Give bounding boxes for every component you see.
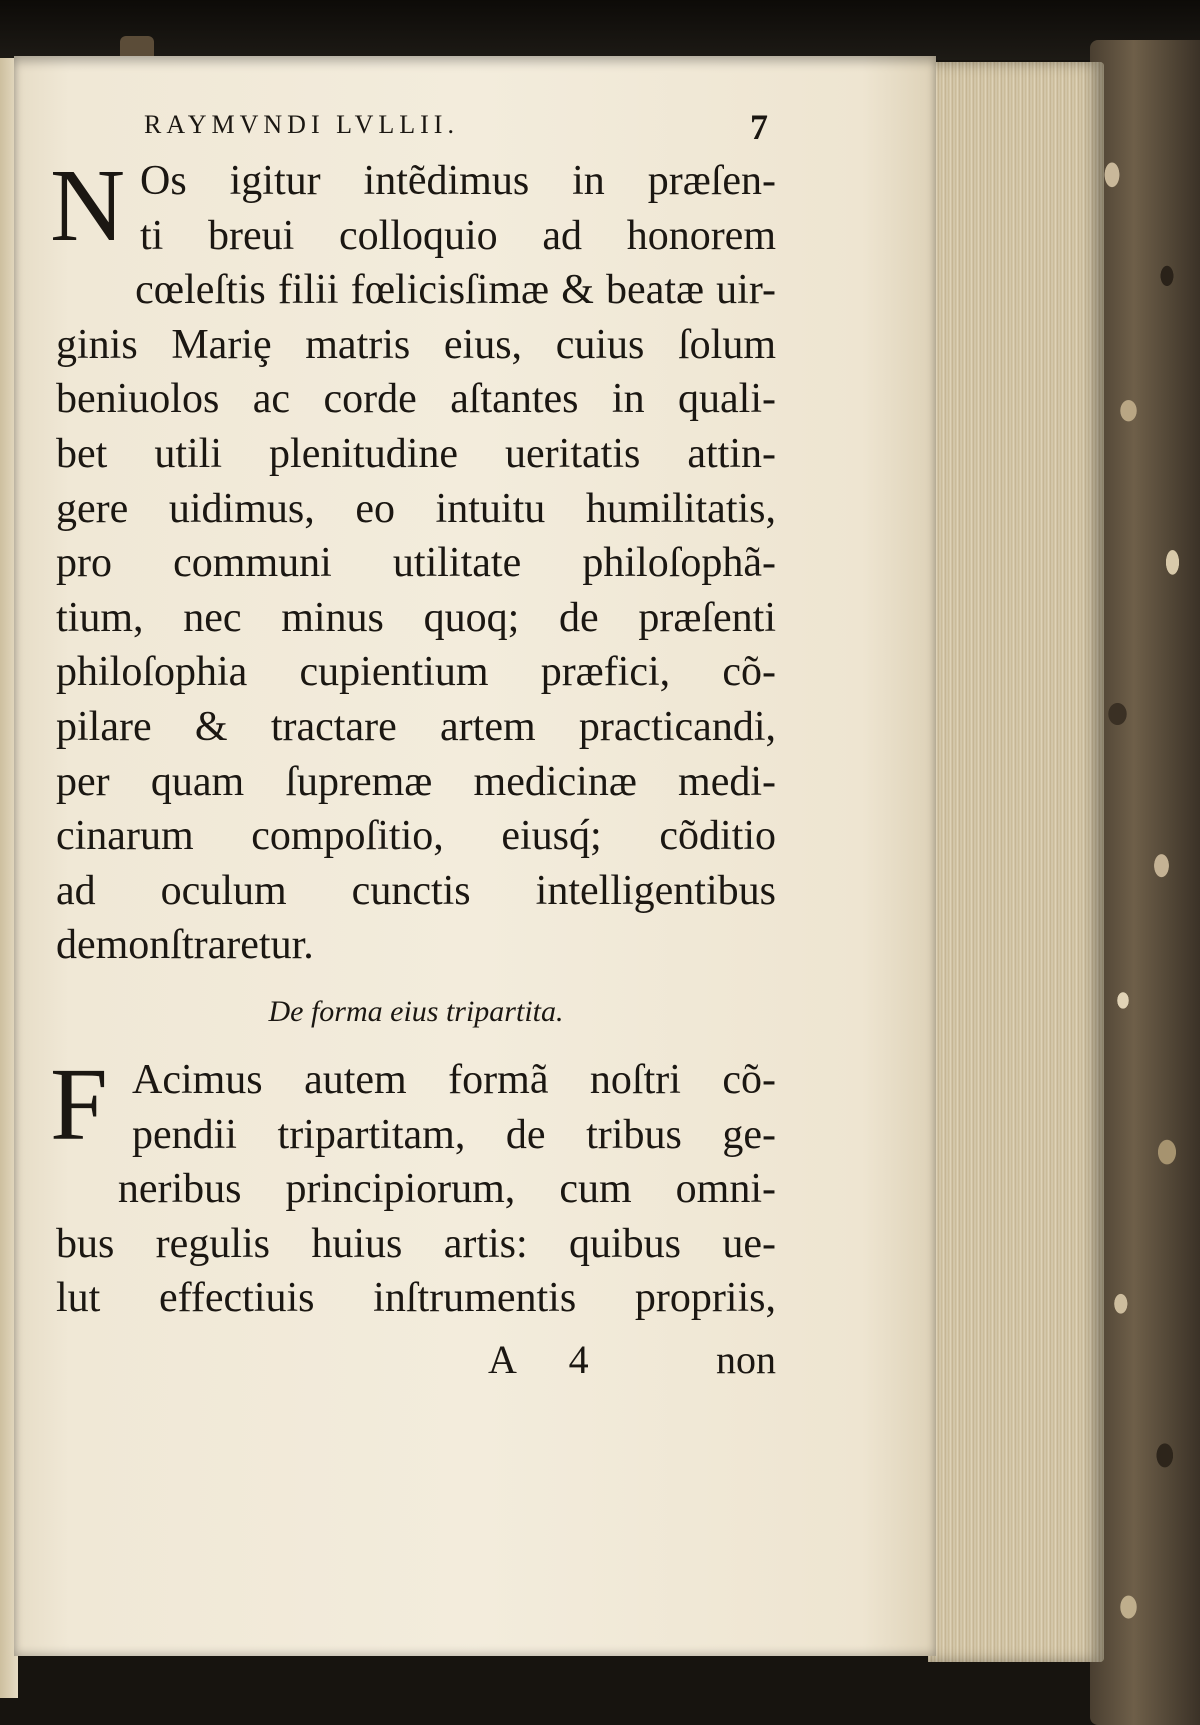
text-line: lut effectiuis inſtrumentis propriis, [56,1275,776,1322]
text-line: bet utili plenitudine ueritatis attin- [56,430,776,477]
text-line: neribus principiorum, cum omni- [117,1166,776,1213]
paragraph-2 [50,1046,776,1326]
text-block [50,107,776,1396]
section-heading: De forma eius tripartita. [268,994,564,1028]
text-line: Acimus autem formã noſtri cõ- [132,1056,776,1103]
text-line: gere uidimus, eo intuitu humilitatis, [56,485,776,532]
text-line: Os igitur intẽdimus in præſen- [140,158,776,204]
text-line: tium, nec minus quoq; de præſenti [56,594,776,641]
text-line: cinarum compoſitio, eiusq́; cõditio [56,813,776,860]
text-line: bus regulis huius artis: quibus ue- [56,1220,776,1267]
paragraph-1 [50,148,776,973]
page-number: 7 [750,107,768,147]
text-line: per quam ſupremæ medicinæ medi- [56,758,776,805]
text-line: cœleſtis filii fœlicisſimæ & beatæ uir- [135,267,776,314]
text-line: pilare & tractare artem practicandi, [56,703,776,750]
running-head-title: RAYMVNDI LVLLII. [144,110,459,139]
signature-mark: A 4 [488,1336,611,1382]
text-line: pro communi utilitate philoſophã- [56,540,776,587]
background-shadow [0,0,1200,60]
marbled-cover-board [1090,40,1200,1725]
text-line: ginis Mariȩ matris eius, cuius ſolum [56,321,776,368]
text-line: demonſtraretur. [56,922,314,969]
catchword: non [716,1336,776,1382]
page-footer [56,1336,776,1396]
text-line: ad oculum cunctis intelligentibus [56,867,776,914]
drop-initial: F [50,1046,108,1162]
text-line: philoſophia cupientium præfici, cõ- [56,649,776,696]
page-block-edges [928,62,1104,1662]
text-line: beniuolos ac corde aſtantes in quali- [56,376,776,423]
drop-initial: N [50,148,126,263]
text-line: ti breui colloquio ad honorem [140,212,776,259]
text-line: pendii tripartitam, de tribus ge- [132,1111,776,1158]
running-head [56,107,776,154]
